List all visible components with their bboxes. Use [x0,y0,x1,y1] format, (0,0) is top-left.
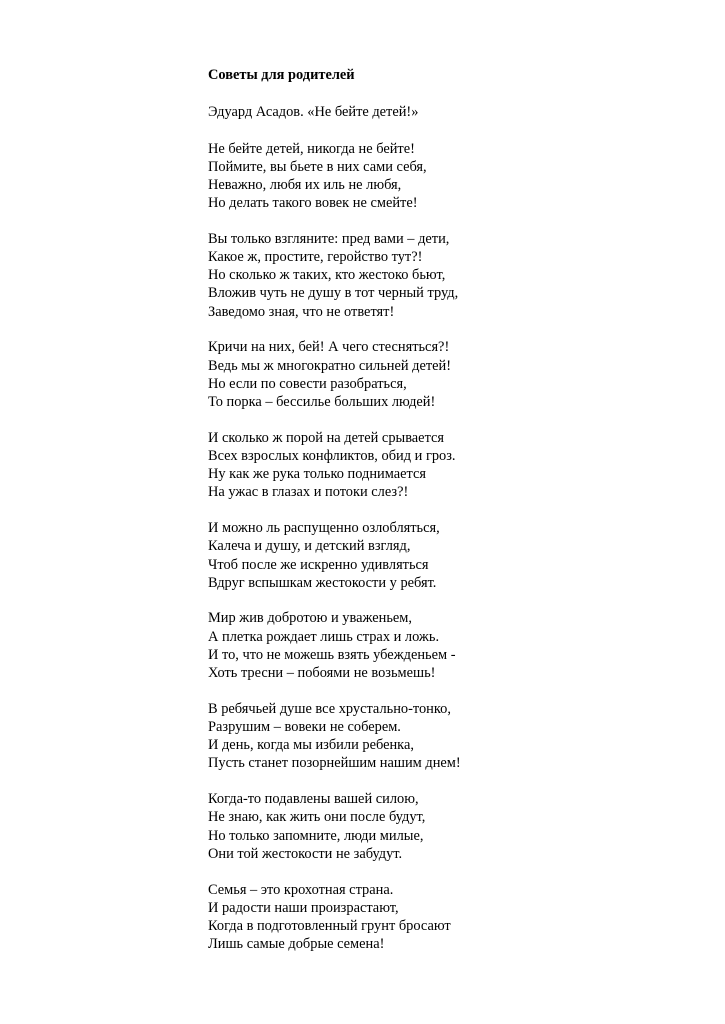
poem-line: Поймите, вы бьете в них сами себя, [208,158,427,175]
poem-line: Чтоб после же искренно удивляться [208,556,429,573]
poem-line: Но делать такого вовек не смейте! [208,195,418,212]
poem-line: Но сколько ж таких, кто жестоко бьют, [208,267,446,284]
poem-line: Вы только взгляните: пред вами – дети, [208,230,450,247]
poem-line: Кричи на них, бей! А чего стесняться?! [208,339,450,356]
poem-line: И сколько ж порой на детей срывается [208,429,445,446]
poem-line: Всех взрослых конфликтов, обид и гроз. [208,447,456,464]
stanza [208,429,688,502]
poem-line: Вдруг вспышкам жестокости у ребят. [208,574,437,591]
poem-line: Неважно, любя их иль не любя, [208,176,402,193]
poem-line: Разрушим – вовеки не соберем. [208,719,401,735]
poem-line: Заведомо зная, что не ответят! [208,303,395,320]
stanza [208,790,688,863]
poem-line: В ребячьей душе все хрустально-тонко, [208,700,451,717]
poem-line: И день, когда мы избили ребенка, [208,737,414,754]
stanza [208,140,688,213]
poem-line: Хоть тресни – побоями не возьмешь! [208,665,436,682]
poem-line: Лишь самые добрые семена! [208,936,385,953]
stanza [208,700,688,773]
poem-content [208,66,688,971]
poem-line: Но только запомните, люди милые, [208,827,424,844]
poem-line: Калеча и душу, и детский взгляд, [208,538,411,555]
poem-line: И то, что не можешь взять убежденьем - [208,646,456,663]
stanza [208,230,688,321]
poem-stanzas [208,140,688,954]
poem-line: Не знаю, как жить они после будут, [208,809,426,826]
poem-line: Не бейте детей, никогда не бейте! [208,140,415,157]
poem-line: Ведь мы ж многократно сильней детей! [208,357,452,374]
poem-line: На ужас в глазах и потоки слез?! [208,484,409,501]
poem-line: Ну как же рука только поднимается [208,466,426,483]
poem-line: И радости наши произрастают, [208,899,399,916]
document-title: Советы для родителей [208,67,355,83]
poem-line: То порка – бессилье больших людей! [208,394,436,410]
poem-line: Они той жестокости не забудут. [208,845,403,862]
poem-line: Мир жив добротою и уваженьем, [208,610,412,627]
poem-line: Какое ж, простите, геройство тут?! [208,249,423,266]
stanza [208,338,688,411]
stanza [208,881,688,954]
poem-line: Вложив чуть не душу в тот черный труд, [208,285,459,302]
poem-attribution: Эдуард Асадов. «Не бейте детей!» [208,103,419,120]
poem-line: Пусть станет позорнейшим нашим днем! [208,755,461,772]
poem-line: Семья – это крохотная страна. [208,881,394,898]
poem-line: И можно ль распущенно озлобляться, [208,520,440,537]
poem-line: Когда в подготовленный грунт бросают [208,917,451,934]
poem-line: Когда-то подавлены вашей силою, [208,791,419,808]
poem-line: А плетка рождает лишь страх и ложь. [208,628,440,645]
stanza [208,609,688,682]
poem-line: Но если по совести разобраться, [208,375,407,392]
stanza [208,519,688,592]
